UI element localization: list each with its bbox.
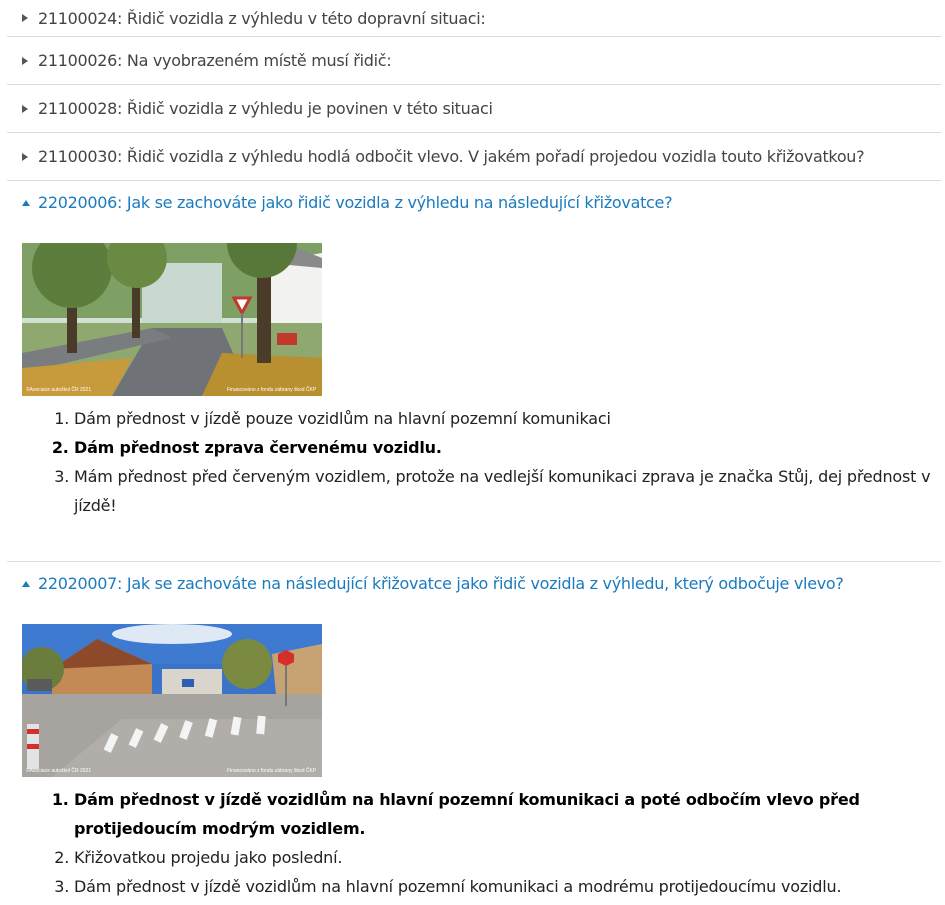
caret-right-icon bbox=[22, 57, 28, 65]
question-row-21100030[interactable] bbox=[7, 133, 941, 181]
image-credit-right: Financováno z fondu zábrany škod ČKP bbox=[227, 387, 317, 393]
answer-item[interactable] bbox=[74, 404, 934, 433]
caret-right-icon bbox=[22, 153, 28, 161]
question-label: 21100024: Řidič vozidla z výhledu v této dopravní situaci: bbox=[38, 8, 486, 28]
question-row-21100024[interactable] bbox=[7, 0, 941, 37]
question-label: 22020007: Jak se zachováte na následující křižovatce jako řidič vozidla z výhledu, který odbočuje vlevo? bbox=[38, 574, 844, 593]
question-header-22020006[interactable] bbox=[7, 193, 672, 212]
caret-right-icon bbox=[22, 14, 28, 22]
answer-text: Mám přednost před červeným vozidlem, protože na vedlejší komunikaci zprava je značka Stůj, dej přednost v jízdě! bbox=[74, 467, 931, 515]
answer-text: Dám přednost v jízdě vozidlům na hlavní pozemní komunikaci a poté odbočím vlevo před protijedoucím modrým vozidlem. bbox=[74, 790, 860, 838]
question-image-intersection-left-turn bbox=[22, 624, 322, 777]
question-image-intersection-yield bbox=[22, 243, 322, 396]
answer-item[interactable] bbox=[74, 872, 934, 901]
question-label: 21100026: Na vyobrazeném místě musí řidič: bbox=[38, 51, 392, 70]
answer-item-correct[interactable] bbox=[74, 433, 934, 462]
answer-item-correct[interactable] bbox=[74, 785, 934, 843]
question-label: 21100030: Řidič vozidla z výhledu hodlá odbočit vlevo. V jakém pořadí projedou vozidla touto křižovatkou? bbox=[38, 147, 865, 166]
question-header-22020007[interactable] bbox=[7, 574, 844, 593]
question-label: 22020006: Jak se zachováte jako řidič vozidla z výhledu na následující křižovatce? bbox=[38, 193, 673, 212]
answer-text: Dám přednost v jízdě pouze vozidlům na hlavní pozemní komunikaci bbox=[74, 409, 611, 428]
divider bbox=[7, 561, 941, 562]
answer-text: Dám přednost zprava červenému vozidlu. bbox=[74, 438, 442, 457]
answer-item[interactable] bbox=[74, 462, 934, 520]
image-credit-left: ©Asociace autoškol ČR 2021 bbox=[26, 387, 92, 393]
answer-text: Křižovatkou projedu jako poslední. bbox=[74, 848, 343, 867]
question-row-21100026[interactable] bbox=[7, 37, 941, 85]
question-row-21100028[interactable] bbox=[7, 85, 941, 133]
answer-list bbox=[22, 785, 934, 901]
caret-right-icon bbox=[22, 105, 28, 113]
answer-text: Dám přednost v jízdě vozidlům na hlavní pozemní komunikaci a modrému protijedoucímu vozidlu. bbox=[74, 877, 842, 896]
question-label: 21100028: Řidič vozidla z výhledu je povinen v této situaci bbox=[38, 99, 493, 118]
answer-list bbox=[22, 404, 934, 520]
image-credit-left: ©Asociace autoškol ČR 2021 bbox=[26, 768, 92, 774]
caret-up-icon bbox=[22, 200, 30, 206]
caret-up-icon bbox=[22, 581, 30, 587]
answer-item[interactable] bbox=[74, 843, 934, 872]
image-credit-right: Financováno z fondu zábrany škod ČKP bbox=[227, 768, 317, 774]
